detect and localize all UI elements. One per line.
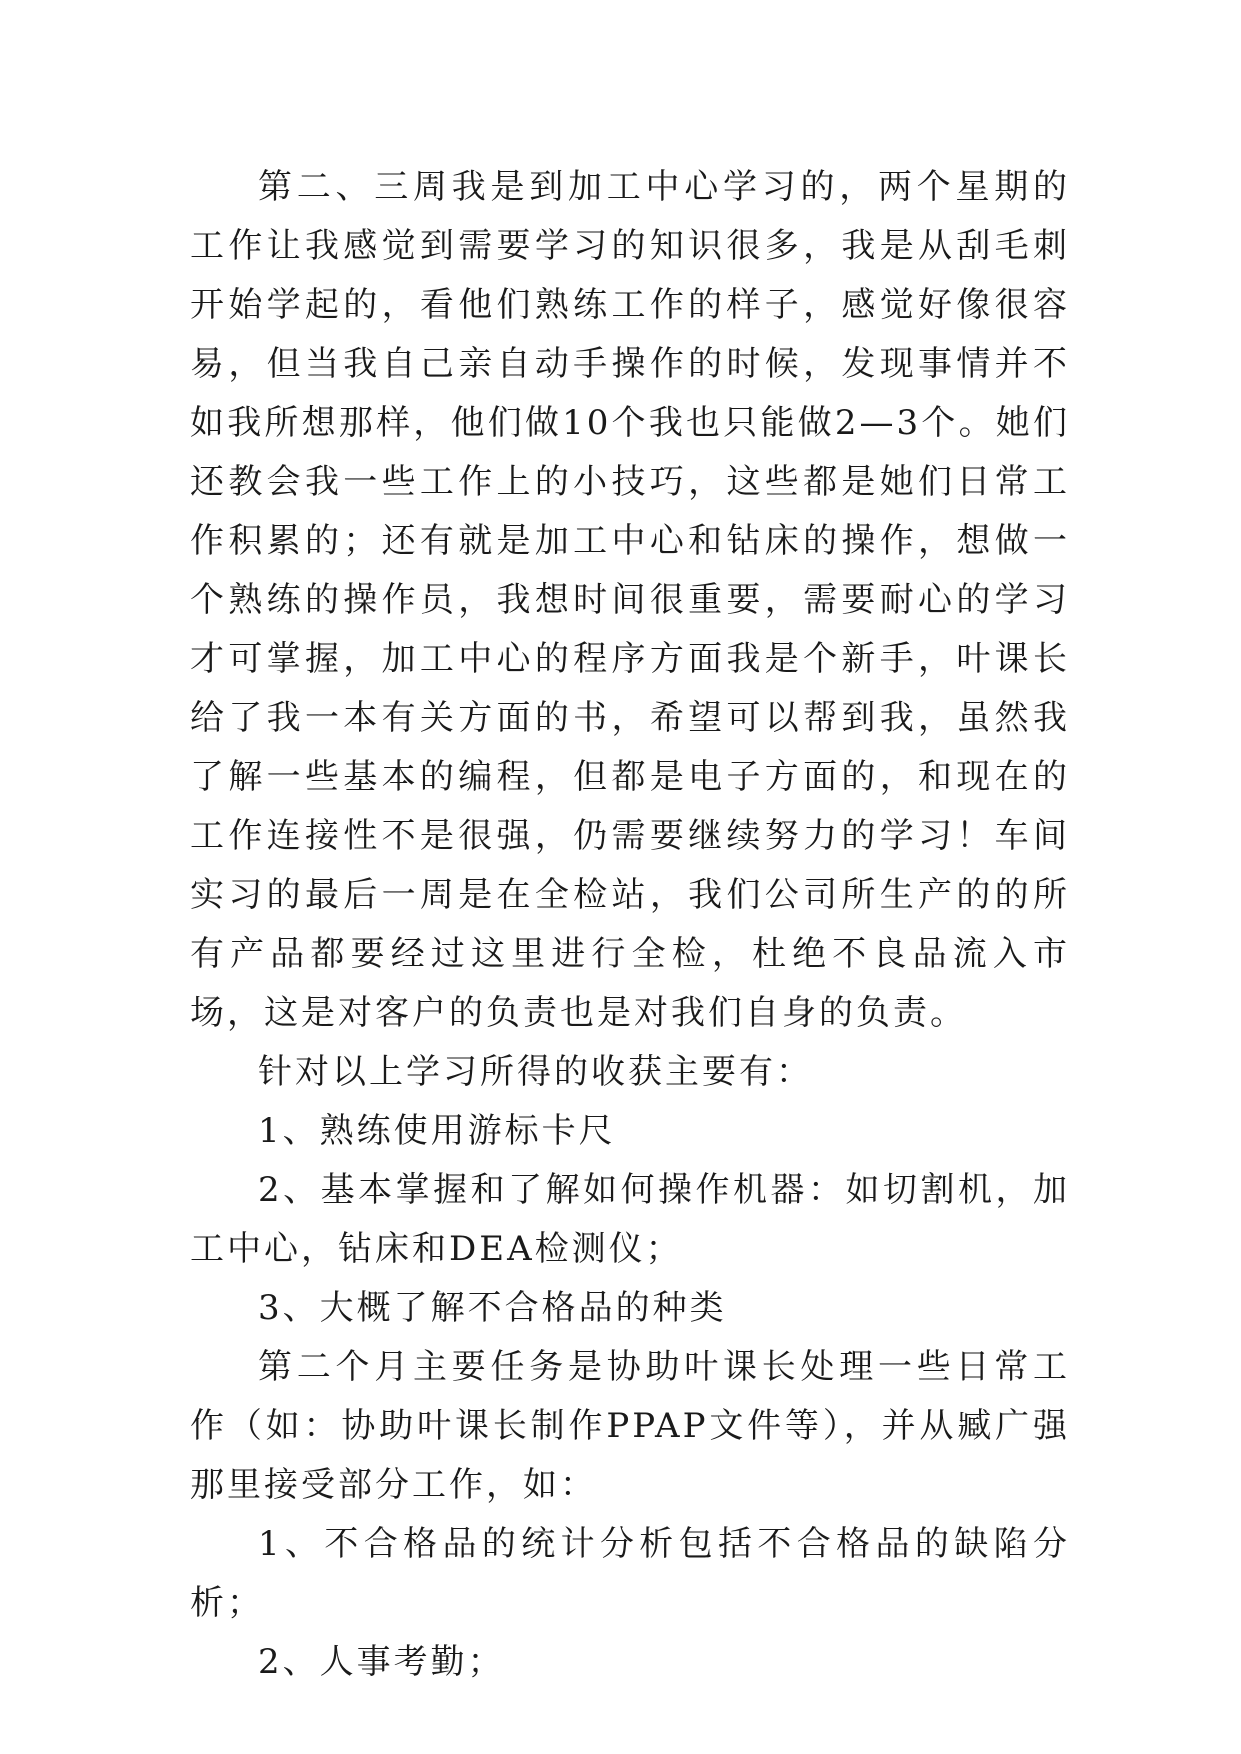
list-item-task-1: 1、不合格品的统计分析包括不合格品的缺陷分析； [190, 1524, 1070, 1623]
paragraph-gains-intro: 针对以上学习所得的收获主要有： [258, 1052, 813, 1092]
list-item-gain-3: 3、大概了解不合格品的种类 [258, 1288, 727, 1328]
list-item-task-2: 2、人事考勤； [258, 1642, 505, 1682]
list-item-gain-1: 1、熟练使用游标卡尺 [258, 1111, 616, 1151]
document-body [190, 158, 1070, 1692]
paragraph-second-month: 第二个月主要任务是协助叶课长处理一些日常工作（如：协助叶课长制作PPAP文件等），并从臧广强那里接受部分工作，如： [190, 1347, 1070, 1505]
list-item-gain-2: 2、基本掌握和了解如何操作机器：如切割机，加工中心，钻床和DEA检测仪； [190, 1170, 1070, 1269]
paragraph-workshop-learning: 第二、三周我是到加工中心学习的，两个星期的工作让我感觉到需要学习的知识很多，我是从刮毛刺开始学起的，看他们熟练工作的样子，感觉好像很容易，但当我自己亲自动手操作的时候，发现事情并不如我所想那样，他们做10个我也只能做2—3个。她们还教会我一些工作上的小技巧，这些都是她们日常工作积累的；还有就是加工中心和钻床的操作，想做一个熟练的操作员，我想时间很重要，需要耐心的学习才可掌握，加工中心的程序方面我是个新手，叶课长给了我一本有关方面的书，希望可以帮到我，虽然我了解一些基本的编程，但都是电子方面的，和现在的工作连接性不是很强，仍需要继续努力的学习！车间实习的最后一周是在全检站，我们公司所生产的的所有产品都要经过这里进行全检，杜绝不良品流入市场，这是对客户的负责也是对我们自身的负责。 [190, 167, 1070, 1033]
